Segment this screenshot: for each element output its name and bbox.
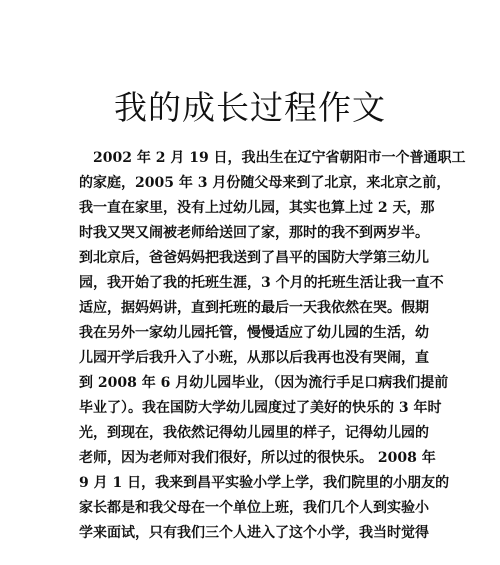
paragraph-line: 到 2008 年 6 月幼儿园毕业，（因为流行手足口病我们提前 — [79, 375, 449, 391]
paragraph-line: 我在另外一家幼儿园托管，慢慢适应了幼儿园的生活，幼 — [79, 325, 429, 341]
paragraph-line: 我一直在家里，没有上过幼儿园，其实也算上过 2 天，那 — [79, 200, 435, 216]
paragraph-line: 光，到现在，我依然记得幼儿园里的样子，记得幼儿园的 — [79, 425, 429, 441]
paragraph-line: 时我又哭又闹被老师给送回了家，那时的我不到两岁半。 — [79, 225, 429, 241]
paragraph-line: 学来面试，只有我们三个人进入了这个小学，我当时觉得 — [79, 525, 429, 541]
paragraph-line: 园，我开始了我的托班生涯，3 个月的托班生活让我一直不 — [79, 275, 444, 291]
essay-title: 我的成长过程作文 — [114, 88, 386, 127]
paragraph-line: 2002 年 2 月 19 日，我出生在辽宁省朝阳市一个普通职工 — [93, 150, 466, 166]
paragraph-line: 到北京后，爸爸妈妈把我送到了昌平的国防大学第三幼儿 — [79, 250, 429, 266]
paragraph-line: 家长都是和我父母在一个单位上班，我们几个人到实验小 — [79, 500, 429, 516]
paragraph-line: 老师，因为老师对我们很好，所以过的很快乐。 2008 年 — [79, 450, 436, 466]
paragraph-line: 适应，据妈妈讲，直到托班的最后一天我依然在哭。假期 — [79, 300, 429, 316]
paragraph-line: 9 月 1 日，我来到昌平实验小学上学，我们院里的小朋友的 — [79, 475, 450, 491]
paragraph-line: 儿园开学后我升入了小班，从那以后我再也没有哭闹，直 — [79, 350, 429, 366]
paragraph-line: 毕业了）。我在国防大学幼儿园度过了美好的快乐的 3 年时 — [79, 400, 442, 416]
paragraph-line: 的家庭，2005 年 3 月份随父母来到了北京，来北京之前， — [79, 175, 451, 191]
